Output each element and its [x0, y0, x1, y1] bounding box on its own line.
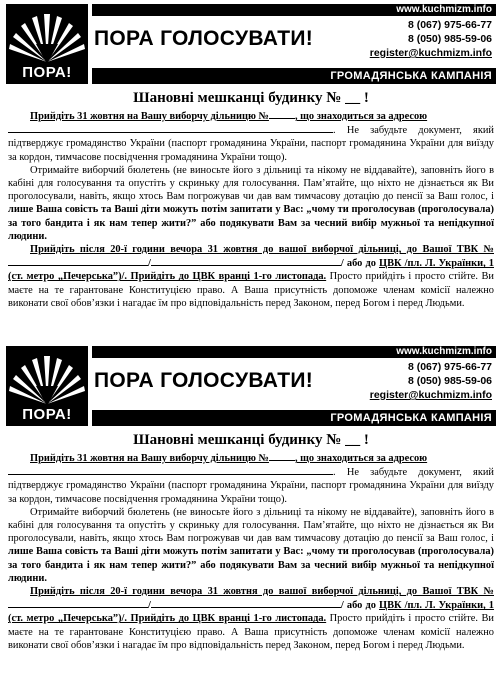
blank-field	[8, 123, 333, 133]
paragraph-3-rest: Просто прийдіть і просто стійте. Ви маєте на те гарантоване Конституцією право. А Ваша присутність допоможе членам комісії належно виконати свої обов’язки і нагадає їм про відповідальність перед Законом, перед Богом і перед Людьми.	[8, 613, 494, 651]
rays-icon	[6, 346, 88, 408]
phone-2: 8 (050) 985-59-06	[407, 375, 492, 387]
contacts	[370, 18, 492, 60]
paragraph-3-rest: Просто прийдіть і просто стійте. Ви маєте на те гарантоване Конституцією право. А Ваша присутність допоможе членам комісії належно виконати свої обов’язки і нагадає їм про відповідальність перед Законом, перед Богом і перед Людьми.	[8, 271, 494, 309]
paragraph-1-lead: Прийдіть 31 жовтня на Вашу виборчу дільницю №	[30, 111, 269, 122]
leaflet-bottom	[6, 346, 496, 686]
phone-1: 8 (067) 975-66-77	[407, 19, 492, 31]
email: register@kuchmizm.info	[369, 47, 492, 59]
campaign-bar: ГРОМАДЯНСЬКА КАМПАНІЯ	[92, 68, 496, 84]
blank-field	[8, 465, 333, 475]
blank-field	[269, 109, 295, 119]
pora-logo	[6, 346, 88, 426]
paragraph-2-text: Отримайте виборчий бюлетень (не виносьте його з дільниці та нікому не віддавайте), заповніть його в кабіні для голосування та опустіть у скриньку для голосування. Пам’ятайте, що ніхто не дізнається як Ви проголосували, навіть, якщо хтось Вам погрожував чи дав вам тимчасову дотацію до пенсії за Ваш голос, і	[8, 164, 494, 203]
paragraph-1	[8, 109, 494, 123]
blank-field	[8, 598, 148, 608]
slogan: ПОРА ГОЛОСУВАТИ!	[94, 27, 314, 50]
paragraph-1-rest: Не забудьте документ, який підтверджує громадянство України (паспорт громадянина України, паспорт громадянина України для виїзду за кордон, тимчасове посвідчення громадянина України тощо).	[8, 467, 494, 505]
website-url: www.kuchmizm.info	[92, 4, 496, 16]
leaflet-top	[6, 4, 496, 344]
paragraph-1-body: . Не забудьте документ, який підтверджує громадянство України (паспорт громадянина України, паспорт громадянина України для виїзду за кордон, тимчасове посвідчення громадянина України тощо).	[8, 125, 494, 163]
paragraph-1-lead-end: , що знаходиться за адресою	[294, 111, 428, 122]
greeting: Шановні мешканці будинку № __ !	[133, 432, 369, 448]
contacts	[370, 360, 492, 402]
blank-field	[151, 598, 341, 608]
blank-field	[151, 256, 341, 266]
cvk-address: ЦВК /пл. Л. Українки, 1 (ст. метро „Печерська”)/. Прийдіть до ЦВК вранці 1-го листопада.	[8, 600, 495, 625]
pora-logo	[6, 4, 88, 84]
paragraph-2-text: Отримайте виборчий бюлетень (не виносьте його з дільниці та нікому не віддавайте), заповніть його в кабіні для голосування та опустіть у скриньку для голосування. Пам’ятайте, що ніхто не дізнається як Ви проголосували, навіть, якщо хтось Вам погрожував чи дав вам тимчасову дотацію до пенсії за Ваш голос, і	[8, 506, 494, 545]
paragraph-2-bold: лише Ваша совість та Ваші діти можуть потім запитати у Вас: „чому ти проголосував (проголосувала) за того бандита і як нам тепер жити?” або подякувати Вам за чесний вибір мужньої та непідкупної людини.	[8, 546, 494, 584]
paragraph-1-lead: Прийдіть 31 жовтня на Вашу виборчу дільницю №	[30, 453, 269, 464]
paragraph-3-lead: Прийдіть після 20-ї години вечора 31 жовтня до вашої виборчої дільниці, до Вашої ТВК №	[30, 586, 494, 598]
blank-field	[8, 256, 148, 266]
campaign-bar: ГРОМАДЯНСЬКА КАМПАНІЯ	[92, 410, 496, 426]
paragraph-3	[8, 585, 494, 652]
blank-field	[269, 451, 295, 461]
or-text: / або до	[340, 600, 376, 612]
paragraph-3	[8, 243, 494, 310]
logo-text: ПОРА!	[22, 64, 72, 81]
leaflet-body	[6, 426, 496, 652]
website-url: www.kuchmizm.info	[92, 346, 496, 358]
leaflet-header	[6, 4, 496, 84]
paragraph-3-lead: Прийдіть після 20-ї години вечора 31 жовтня до вашої виборчої дільниці, до Вашої ТВК №	[30, 244, 494, 256]
paragraph-1	[8, 451, 494, 465]
or-text: / або до	[340, 258, 376, 270]
paragraph-1-rest: Не забудьте документ, який підтверджує громадянство України (паспорт громадянина України, паспорт громадянина України для виїзду за кордон, тимчасове посвідчення громадянина України тощо).	[8, 125, 494, 163]
greeting: Шановні мешканці будинку № __ !	[133, 90, 369, 106]
logo-text: ПОРА!	[22, 406, 72, 423]
paragraph-1-body: . Не забудьте документ, який підтверджує громадянство України (паспорт громадянина України, паспорт громадянина України для виїзду за кордон, тимчасове посвідчення громадянина України тощо).	[8, 467, 494, 505]
leaflet-header	[6, 346, 496, 426]
rays-icon	[6, 4, 88, 66]
paragraph-2	[8, 164, 494, 243]
leaflet-body	[6, 84, 496, 310]
paragraph-1-lead-end: , що знаходиться за адресою	[294, 453, 428, 464]
slash: /	[148, 600, 151, 612]
email: register@kuchmizm.info	[369, 389, 492, 401]
phone-2: 8 (050) 985-59-06	[407, 33, 492, 45]
cvk-address: ЦВК /пл. Л. Українки, 1 (ст. метро „Печерська”)/. Прийдіть до ЦВК вранці 1-го листопада.	[8, 258, 495, 283]
paragraph-2	[8, 506, 494, 585]
paragraph-2-bold: лише Ваша совість та Ваші діти можуть потім запитати у Вас: „чому ти проголосував (проголосувала) за того бандита і як нам тепер жити?” або подякувати Вам за чесний вибір мужньої та непідкупної людини.	[8, 204, 494, 242]
slogan: ПОРА ГОЛОСУВАТИ!	[94, 369, 314, 392]
slash: /	[148, 258, 151, 270]
phone-1: 8 (067) 975-66-77	[407, 361, 492, 373]
